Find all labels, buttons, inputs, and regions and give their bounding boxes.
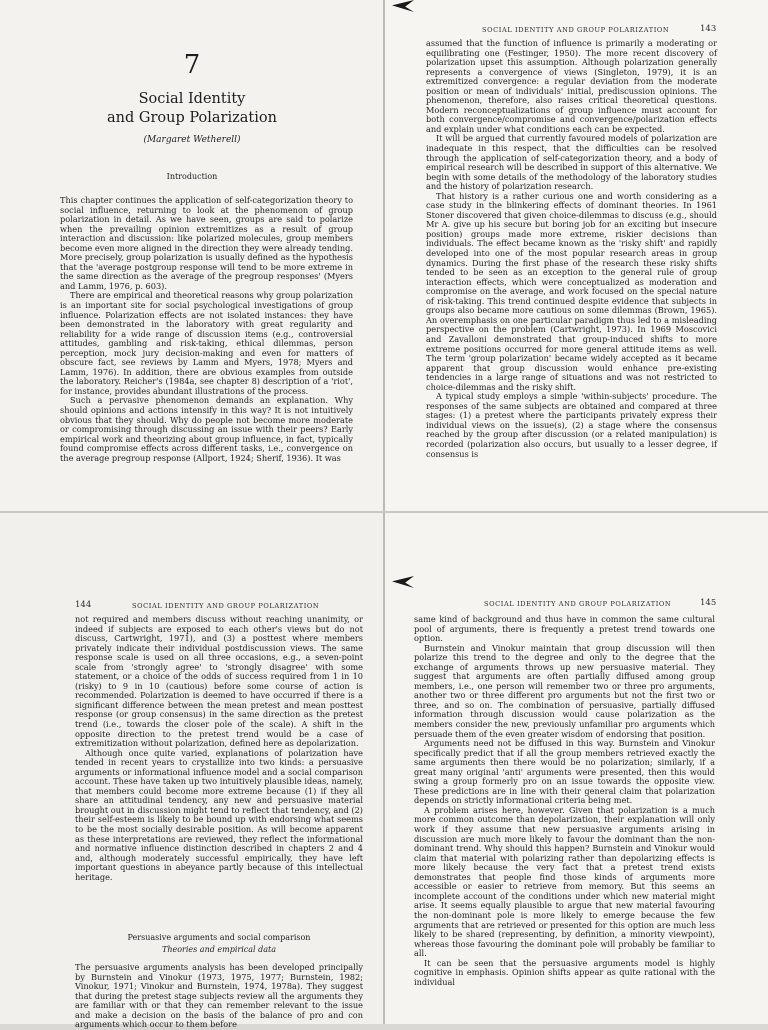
- running-head: SOCIAL IDENTITY AND GROUP POLARIZATION: [482, 26, 670, 34]
- paragraph: same kind of background and thus have in common the same cultural pool of arguments, there is frequently a pretest trend towards one option.: [414, 614, 715, 644]
- chapter-author: (Margaret Wetherell): [143, 135, 241, 145]
- paragraph: A problem arises here, however. Given that polarization is a much more common outcome than depolarization, their explanation will only work if they assume that new persuasive arguments arising in discussion are much more likely to favour the dominant than the non-dominant trend. Why should this happen? Burnstein and Vinokur would claim that material with polarizing rather than depolarizing effects is more likely because the very fact that a pretest trend exists demonstrates that people find those kinds of arguments more accessible or easier to retrieve from memory. But this seems an incomplete account of the conditions under which new material might arise. It seems equally plausible to argue that new material favouring the non-dominant pole is more likely to emerge because the few arguments that are retrieved or presented for this option are much less likely to be shared (representing, by definition, a minority viewpoint), whereas those favouring the dominant pole will probably be familiar to all.: [414, 804, 715, 959]
- paragraph: It will be argued that currently favoured models of polarization are inadequate in this respect, that the difficulties can be resolved through the application of self-categorization theory, and a body of empirical research will be described in support of this alternative. We begin with some details of the methodology of the laboratory studies and the history of polarization research.: [426, 133, 717, 192]
- paragraph: A typical study employs a simple 'within-subjects' procedure. The responses of the same subjects are obtained and compared at three stages: (1) a pretest where the participants privately express their individual views on the issue(s), (2) a stage where the consensus reached by the group after discussion (or a related manipulation) is recorded (polarization also occurs, but usually to a lesser degree, if consensus is: [426, 391, 717, 459]
- sub-heading-theories: Theories and empirical data: [162, 945, 276, 954]
- page-number: 144: [75, 600, 92, 610]
- running-head: SOCIAL IDENTITY AND GROUP POLARIZATION: [132, 602, 320, 610]
- chapter-title-line1: Social Identity: [138, 91, 246, 107]
- body-text-page-142: [60, 196, 353, 463]
- body-text-page-144-section: [75, 963, 363, 1030]
- body-text-page-143: [426, 39, 717, 459]
- body-text-page-145: [414, 615, 715, 987]
- paragraph: That history is a rather curious one and worth considering as a case study in the blinkering effects of dominant theories. In 1961 Stoner discovered that given choice-dilemmas to discuss (e.g., should Mr A. give up his secure but boring job for an exciting but insecure position) groups made more extreme, riskier decisions than individuals. The effect became known as the 'risky shift' and rapidly developed into one of the most popular research areas in group dynamics. During the first phase of the research these risky shifts tended to be seen as an exception to the general rule of group interaction effects, which were conceptualized as moderation and compromise on the average, and work focused on the special nature of risk-taking. This trend continued despite evidence that subjects in groups also became more cautious on some dilemmas (Brown, 1965). An overemphasis on one particular paradigm thus led to a misleading perspective on the problem (Cartwright, 1973). In 1969 Moscovici and Zavalloni demonstrated that group-induced shifts to more extreme positions occurred for more general attitude items as well. The term 'group polarization' became widely accepted as it became apparent that group discussion would enhance pre-existing tendencies in a large range of situations and was not restricted to choice-dilemmas and the risky shift.: [426, 190, 717, 392]
- body-text-page-144: [75, 615, 363, 882]
- section-heading-persuasive-arguments: Persuasive arguments and social comparison: [127, 933, 311, 942]
- chapter-title: [0, 90, 384, 128]
- page-144: [0, 512, 384, 1030]
- page-143: [384, 0, 768, 512]
- paragraph: Such a pervasive phenomenon demands an explanation. Why should opinions and actions intensify in this way? It is not intuitively obvious that they should. Why do people not become more moderate or compromising through discussing an issue with their peers? Early empirical work and theorizing about group influence, in fact, typically found compromise effects across different tasks, i.e., convergence on the average pregroup response (Allport, 1924; Sherif, 1936). It was: [60, 395, 353, 463]
- page-number: 143: [700, 24, 717, 34]
- page-145: [384, 512, 768, 1024]
- paragraph: assumed that the function of influence is primarily a moderating or equilibrating one (Festinger, 1950). The more recent discovery of polarization upset this assumption. Although polarization generally represents a convergence of views (Singleton, 1979), it is an extremitized convergence: a regular deviation from the moderate position or mean of individuals' initial, prediscussion opinions. The phenomenon, therefore, also raises critical theoretical questions. Modern reconceptualizations of group influence must account for both convergence/compromise and convergence/polarization effects and explain under what conditions each can be expected.: [426, 38, 717, 134]
- running-head: SOCIAL IDENTITY AND GROUP POLARIZATION: [484, 600, 672, 608]
- scan-fold: [0, 511, 768, 513]
- paragraph: There are empirical and theoretical reasons why group polarization is an important site for social psychological investigations of group influence. Polarization effects are not isolated instances: they have been demonstrated in the laboratory with great regularity and reliability for a wide range of discussion items (e.g., controversial attitudes, gambling and risk-taking, ethical dilemmas, person perception, mock jury decision-making and even for matters of obscure fact, see reviews by Lamm and Myers, 1978; Myers and Lamm, 1976). In addition, there are obvious examples from outside the laboratory. Reicher's (1984a, see chapter 8) description of a 'riot', for instance, provides abundant illustrations of the process.: [60, 290, 353, 396]
- section-heading-introduction: Introduction: [166, 172, 218, 181]
- page-142: [0, 0, 384, 512]
- paragraph: It can be seen that the persuasive arguments model is highly cognitive in emphasis. Opinion shifts appear as quite rational with the individual: [414, 957, 715, 987]
- page-number: 145: [700, 598, 717, 608]
- paragraph: not required and members discuss without reaching unanimity, or indeed if subjects are exposed to each other's views but do not discuss, Cartwright, 1971), and (3) a posttest where members privately indicate their individual postdiscussion views. The same response scale is used on all three occasions, e.g., a seven-point scale from 'strongly agree' to 'strongly disagree' with some statement, or a choice of the odds of success required from 1 in 10 (risky) to 9 in 10 (cautious) before some course of action is recommended. Polarization is deemed to have occurred if there is a significant difference between the mean pretest and mean posttest response (or group consensus) in the same direction as the pretest trend (i.e., towards the closer pole of the scale). A shift in the opposite direction to the pretest trend would be a case of extremitization without polarization, defined here as depolarization.: [75, 614, 363, 749]
- chapter-title-line2: and Group Polarization: [107, 110, 277, 126]
- paragraph: Arguments need not be diffused in this way. Burnstein and Vinokur specifically predict that if all the group members retrieved exactly the same arguments then there would be no polarization; similarly, if a great many original 'anti' arguments were presented, then this would swing a group formerly pro on an issue towards the opposite view. These predictions are in line with their general claim that polarization depends on strictly informational criteria being met.: [414, 738, 715, 806]
- paragraph: This chapter continues the application of self-categorization theory to social influence, returning to look at the phenomenon of group polarization in detail. As we have seen, groups are said to polarize when the prevailing opinion extremitizes as a result of group interaction and discussion: like polarized molecules, group members become even more aligned in the direction they were already tending. More precisely, group polarization is usually defined as the hypothesis that the 'average postgroup response will tend to be more extreme in the same direction as the average of the pregroup responses' (Myers and Lamm, 1976, p. 603).: [60, 195, 353, 291]
- paragraph: Although once quite varied, explanations of polarization have tended in recent years to crystallize into two kinds: a persuasive arguments or informational influence model and a social comparison account. These have taken up two intuitively plausible ideas, namely, that members could become more extreme because (1) if they all share an attitudinal tendency, any new and persuasive material brought out in discussion might tend to reflect that tendency, and (2) their self-esteem is likely to be bound up with endorsing what seems to be the most socially desirable position. As will become apparent as these interpretations are reviewed, they reflect the informational and normative influence distinction described in chapters 2 and 4 and, although moderately successful empirically, they have left important questions in abeyance partly because of this intellectual heritage.: [75, 747, 363, 882]
- paragraph: The persuasive arguments analysis has been developed principally by Burnstein and Vinokur (1973, 1975, 1977; Burnstein, 1982; Vinokur, 1971; Vinokur and Burnstein, 1974, 1978a). They suggest that during the pretest stage subjects review all the arguments they are familiar with or that they can remember relevant to the issue and make a decision on the basis of the balance of pro and con arguments which occur to them before: [75, 962, 363, 1030]
- paragraph: Burnstein and Vinokur maintain that group discussion will then polarize this trend to the degree and only to the degree that the exchange of arguments throws up new persuasive material. They suggest that arguments are often partially diffused among group members, i.e., one person will remember two or three pro arguments, another two or three different pro arguments but not the first two or three, and so on. The combination of persuasive, partially diffused information through discussion would cause polarization as the members consider the new, previously unfamiliar pro arguments which persuade them of the even greater wisdom of endorsing that position.: [414, 642, 715, 739]
- chapter-number: 7: [183, 50, 201, 80]
